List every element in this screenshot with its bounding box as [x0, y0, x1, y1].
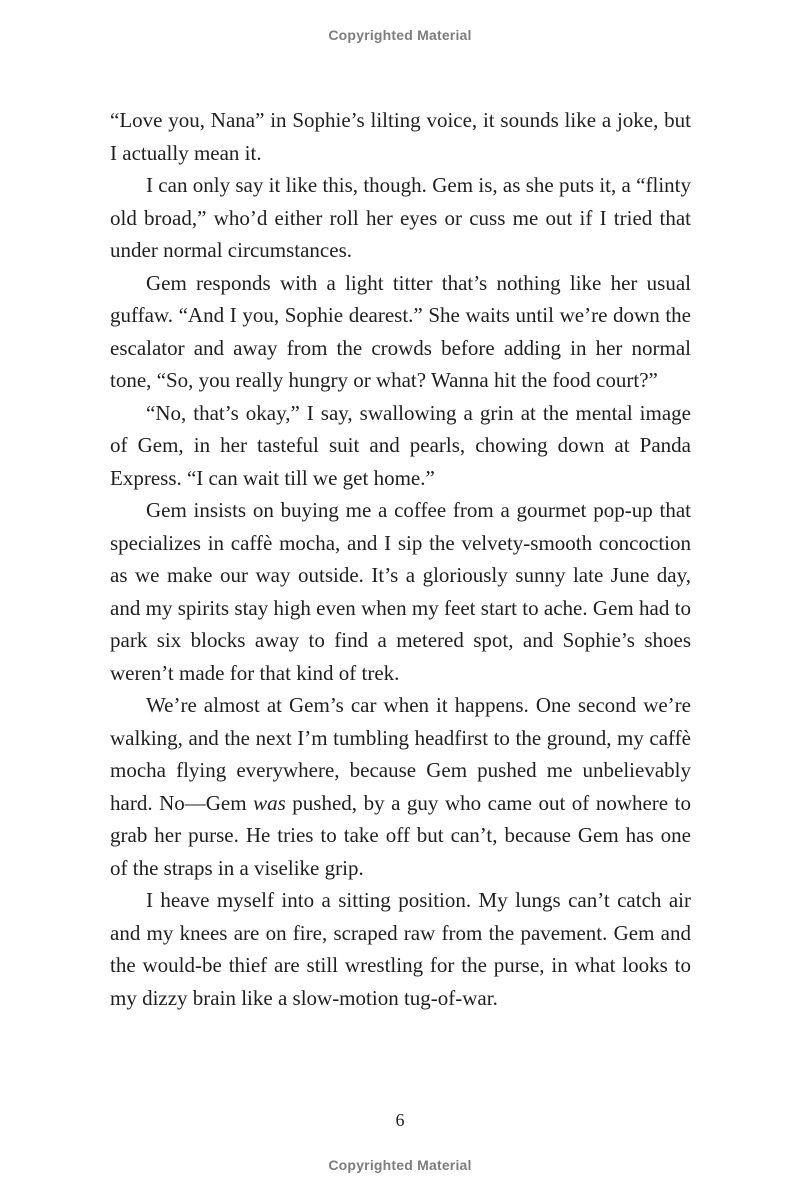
paragraph-6-emphasis: was	[253, 790, 286, 815]
paragraph-6	[110, 689, 691, 884]
paragraph-6-after: pushed, by a guy who came out of nowhere to grab her purse. He tries to take off but can’t, because Gem has one of the straps in a viselike grip.	[110, 790, 691, 880]
paragraph-1: “Love you, Nana” in Sophie’s lilting voice, it sounds like a joke, but I actually mean it.	[110, 108, 691, 165]
paragraph-7: I heave myself into a sitting position. My lungs can’t catch air and my knees are on fire, scraped raw from the pavement. Gem and the would-be thief are still wrestling for the purse, in what looks to my dizzy brain like a slow-motion tug-of-war.	[110, 888, 691, 1010]
paragraph-4: “No, that’s okay,” I say, swallowing a grin at the mental image of Gem, in her tasteful suit and pearls, chowing down at Panda Express. “I can wait till we get home.”	[110, 400, 691, 490]
paragraph-6-before: We’re almost at Gem’s car when it happens. One second we’re walking, and the next I’m tumbling headfirst to the ground, my caffè mocha flying everywhere, because Gem pushed me unbelievably hard. No—Gem	[110, 693, 691, 815]
copyright-watermark-top: Copyrighted Material	[328, 27, 472, 43]
paragraph-5: Gem insists on buying me a coffee from a gourmet pop-up that specializes in caffè mocha, and I sip the velvety-smooth concoction as we make our way outside. It’s a gloriously sunny late June day, and my spirits stay high even when my feet start to ache. Gem had to park six blocks away to find a metered spot, and Sophie’s shoes weren’t made for that kind of trek.	[110, 498, 691, 685]
paragraph-3: Gem responds with a light titter that’s nothing like her usual guffaw. “And I you, Sophie dearest.” She waits until we’re down the escalator and away from the crowds before adding in her normal tone, “So, you really hungry or what? Wanna hit the food court?”	[110, 270, 691, 392]
copyright-watermark-bottom: Copyrighted Material	[328, 1157, 472, 1173]
body-text	[110, 104, 691, 1014]
paragraph-2: I can only say it like this, though. Gem is, as she puts it, a “flinty old broad,” who’d either roll her eyes or cuss me out if I tried that under normal circumstances.	[110, 173, 691, 262]
page-number: 6	[395, 1110, 405, 1130]
